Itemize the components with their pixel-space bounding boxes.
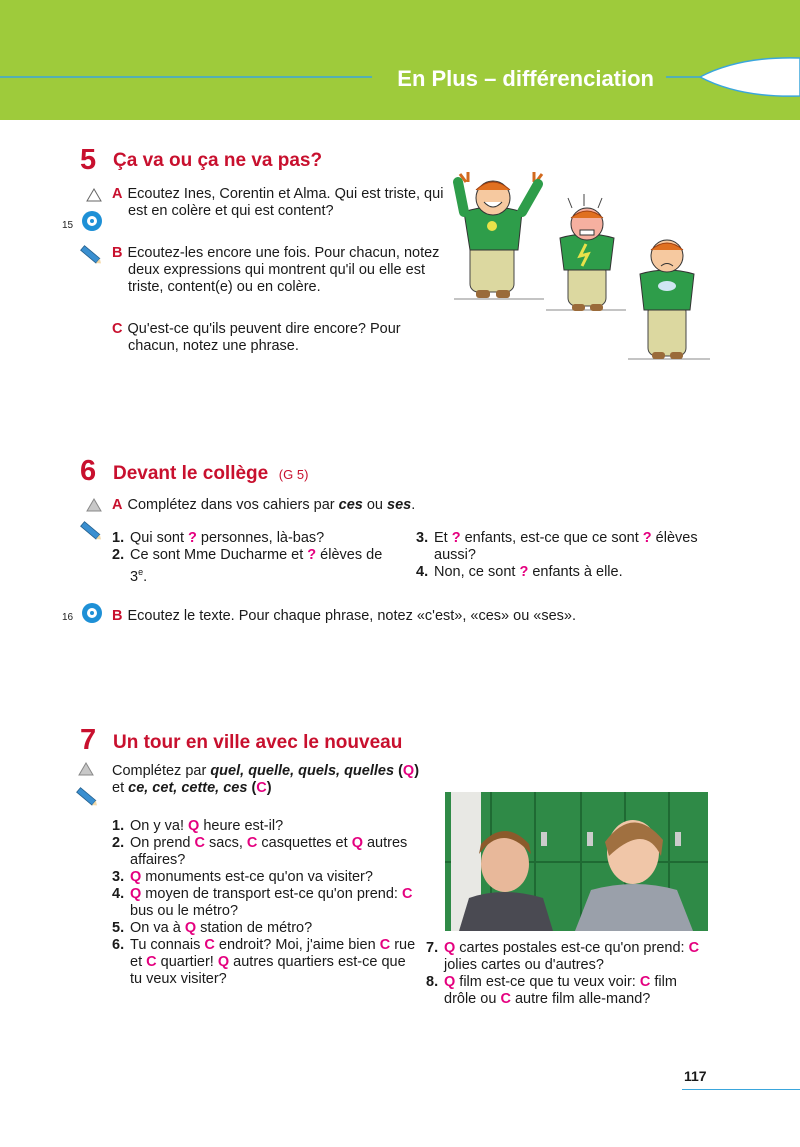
- exercise-5-title: Ça va ou ça ne va pas?: [113, 150, 323, 171]
- part-b-text: Ecoutez le texte. Pour chaque phrase, notez «c'est», «ces» ou «ses».: [127, 608, 577, 624]
- item-text: personnes, là-bas?: [196, 530, 325, 546]
- pencil-icon: [74, 786, 100, 808]
- item-text: jolies cartes ou d'autres?: [444, 957, 604, 973]
- list-item: [112, 547, 402, 586]
- item-text: autres quartiers est-ce que tu veux visiter?: [130, 954, 406, 987]
- keyword-ces: ces: [338, 497, 363, 513]
- exercise-6-list-right: [416, 530, 706, 581]
- item-text: Et: [434, 530, 452, 546]
- blank-marker: Q: [130, 886, 142, 902]
- item-text: On va à: [130, 920, 185, 936]
- item-text: Qui sont: [130, 530, 189, 546]
- blank-marker: ?: [451, 530, 461, 546]
- item-text: Tu connais: [130, 937, 205, 953]
- blank-marker: Q: [188, 818, 200, 834]
- exercise-5-number: 5: [80, 144, 97, 176]
- item-number: 2.: [112, 547, 125, 563]
- exercise-7-list-left: [112, 818, 420, 988]
- part-b-letter: B: [112, 245, 123, 261]
- item-text: cartes postales est-ce qu'on prend:: [455, 940, 689, 956]
- list-item: [112, 530, 402, 547]
- paren-open: (: [394, 763, 403, 779]
- item-text: enfants, est-ce que ce sont: [460, 530, 643, 546]
- superscript: e: [138, 567, 144, 577]
- item-text: rue et: [130, 937, 416, 970]
- exercise-7-instruction: [112, 763, 452, 797]
- blank-marker: Q: [184, 920, 197, 936]
- blank-marker: Q: [217, 954, 230, 970]
- blank-marker: C: [500, 991, 511, 1007]
- item-text: quartier!: [156, 954, 218, 970]
- item-text: Non, ce sont: [434, 564, 520, 580]
- paren-close: ): [414, 763, 420, 779]
- exercise-5-part-b: [112, 245, 448, 296]
- exercise-6-title-text: Devant le collège: [113, 463, 269, 484]
- item-number: 3.: [416, 530, 429, 546]
- part-c-text: Qu'est-ce qu'ils peuvent dire encore? Pour chacun, notez une phrase.: [127, 321, 401, 354]
- item-text: bus ou le métro?: [130, 903, 239, 919]
- triangle-level-icon: [78, 762, 94, 776]
- audio-track-number: 15: [62, 220, 74, 231]
- header-title: En Plus – différenciation: [397, 66, 654, 91]
- item-text: film est-ce que tu veux voir:: [455, 974, 640, 990]
- item-text: moyen de transport est-ce qu'on prend:: [141, 886, 402, 902]
- item-number: 7.: [426, 940, 439, 956]
- cartoon-kids-emotions-illustration: [448, 172, 710, 362]
- item-number: 3.: [112, 869, 125, 885]
- triangle-level-icon: [86, 498, 102, 512]
- footer-line: [682, 1089, 800, 1090]
- item-number: 4.: [416, 564, 429, 580]
- exercise-7-list-right: [426, 940, 708, 1008]
- blank-marker: C: [204, 937, 215, 953]
- part-a-end: .: [411, 497, 416, 513]
- keywords-q: quel, quelle, quels, quelles: [210, 763, 395, 779]
- blank-marker: C: [379, 937, 391, 953]
- blank-marker: C: [401, 886, 413, 902]
- item-text: autres affaires?: [130, 835, 408, 868]
- list-item: [112, 920, 420, 937]
- exercise-6-part-a: [112, 497, 415, 514]
- keyword-ses: ses: [387, 497, 412, 513]
- audio-cd-icon[interactable]: [81, 602, 103, 624]
- item-text: monuments est-ce qu'on va visiter?: [141, 869, 373, 885]
- exercise-5-part-c: [112, 321, 422, 355]
- item-number: 1.: [112, 818, 125, 834]
- exercise-5-part-a: [112, 186, 452, 220]
- part-a-or: ou: [362, 497, 388, 513]
- list-item: [426, 940, 708, 974]
- part-a-text: Ecoutez Ines, Corentin et Alma. Qui est triste, qui est en colère et qui est content?: [127, 186, 444, 219]
- blank-marker: Q: [351, 835, 363, 851]
- item-text: On y va!: [130, 818, 189, 834]
- audio-cd-icon[interactable]: [81, 210, 103, 232]
- paren-open: (: [247, 780, 257, 796]
- item-text: autre film alle-mand?: [510, 991, 651, 1007]
- item-text: Ce sont Mme Ducharme et: [130, 547, 308, 563]
- blank-marker: C: [246, 835, 258, 851]
- marker-q: Q: [402, 763, 415, 779]
- item-number: 5.: [112, 920, 125, 936]
- list-item: [112, 818, 420, 835]
- paren-close: ): [266, 780, 272, 796]
- exercise-7-number: 7: [80, 724, 97, 756]
- list-item: [112, 937, 420, 988]
- blank-marker: Q: [444, 974, 456, 990]
- list-item: [112, 835, 420, 869]
- triangle-level-icon: [86, 188, 102, 202]
- marker-c: C: [256, 780, 267, 796]
- list-item: [416, 564, 706, 581]
- pencil-icon: [78, 520, 104, 542]
- item-number: 2.: [112, 835, 125, 851]
- instruction-line-2: [112, 780, 452, 797]
- blank-marker: C: [639, 974, 651, 990]
- item-text: .: [143, 568, 148, 585]
- item-text: endroit? Moi, j'aime bien: [214, 937, 380, 953]
- page-number: 117: [684, 1068, 707, 1084]
- exercise-6-list-left: [112, 530, 402, 586]
- blank-marker: ?: [188, 530, 197, 546]
- photo-boys-at-lockers: [445, 792, 708, 931]
- instruction-text: et: [112, 780, 129, 796]
- blank-marker: Q: [444, 940, 456, 956]
- exercise-6-number: 6: [80, 455, 97, 487]
- blank-marker: ?: [642, 530, 652, 546]
- item-text: heure est-il?: [199, 818, 284, 834]
- blank-marker: Q: [130, 869, 142, 885]
- item-text: film drôle ou: [444, 974, 677, 1007]
- list-item: [112, 869, 420, 886]
- blank-marker: ?: [307, 547, 317, 563]
- part-a-letter: A: [112, 497, 123, 513]
- item-number: 6.: [112, 937, 125, 953]
- blank-marker: C: [688, 940, 700, 956]
- audio-track-number: 16: [62, 612, 74, 623]
- item-number: 8.: [426, 974, 439, 990]
- list-item: [112, 886, 420, 920]
- exercise-7-title: Un tour en ville avec le nouveau: [113, 732, 403, 753]
- part-c-letter: C: [112, 321, 123, 337]
- part-b-text: Ecoutez-les encore une fois. Pour chacun, notez deux expressions qui montrent qu'il ou elle est triste, content(e) ou en colère.: [127, 245, 440, 295]
- item-text: élèves aussi?: [434, 530, 698, 563]
- exercise-6-part-b: [112, 608, 576, 625]
- item-text: enfants à elle.: [528, 564, 623, 580]
- exercise-6-title: [113, 463, 308, 486]
- blank-marker: C: [194, 835, 205, 851]
- part-a-text: Complétez dans vos cahiers par: [127, 497, 339, 513]
- pencil-icon: [78, 244, 104, 266]
- part-a-letter: A: [112, 186, 123, 202]
- item-text: On prend: [130, 835, 195, 851]
- blank-marker: C: [146, 954, 157, 970]
- item-text: station de métro?: [196, 920, 313, 936]
- list-item: [416, 530, 706, 564]
- item-text: élèves de 3: [130, 547, 383, 585]
- instruction-text: Complétez par: [112, 763, 211, 779]
- grammar-reference: (G 5): [278, 467, 309, 482]
- item-number: 4.: [112, 886, 125, 902]
- blank-marker: ?: [519, 564, 529, 580]
- item-text: sacs,: [204, 835, 247, 851]
- keywords-c: ce, cet, cette, ces: [128, 780, 248, 796]
- item-number: 1.: [112, 530, 125, 546]
- item-text: casquettes et: [257, 835, 352, 851]
- part-b-letter: B: [112, 608, 123, 624]
- instruction-line-1: [112, 763, 452, 780]
- list-item: [426, 974, 708, 1008]
